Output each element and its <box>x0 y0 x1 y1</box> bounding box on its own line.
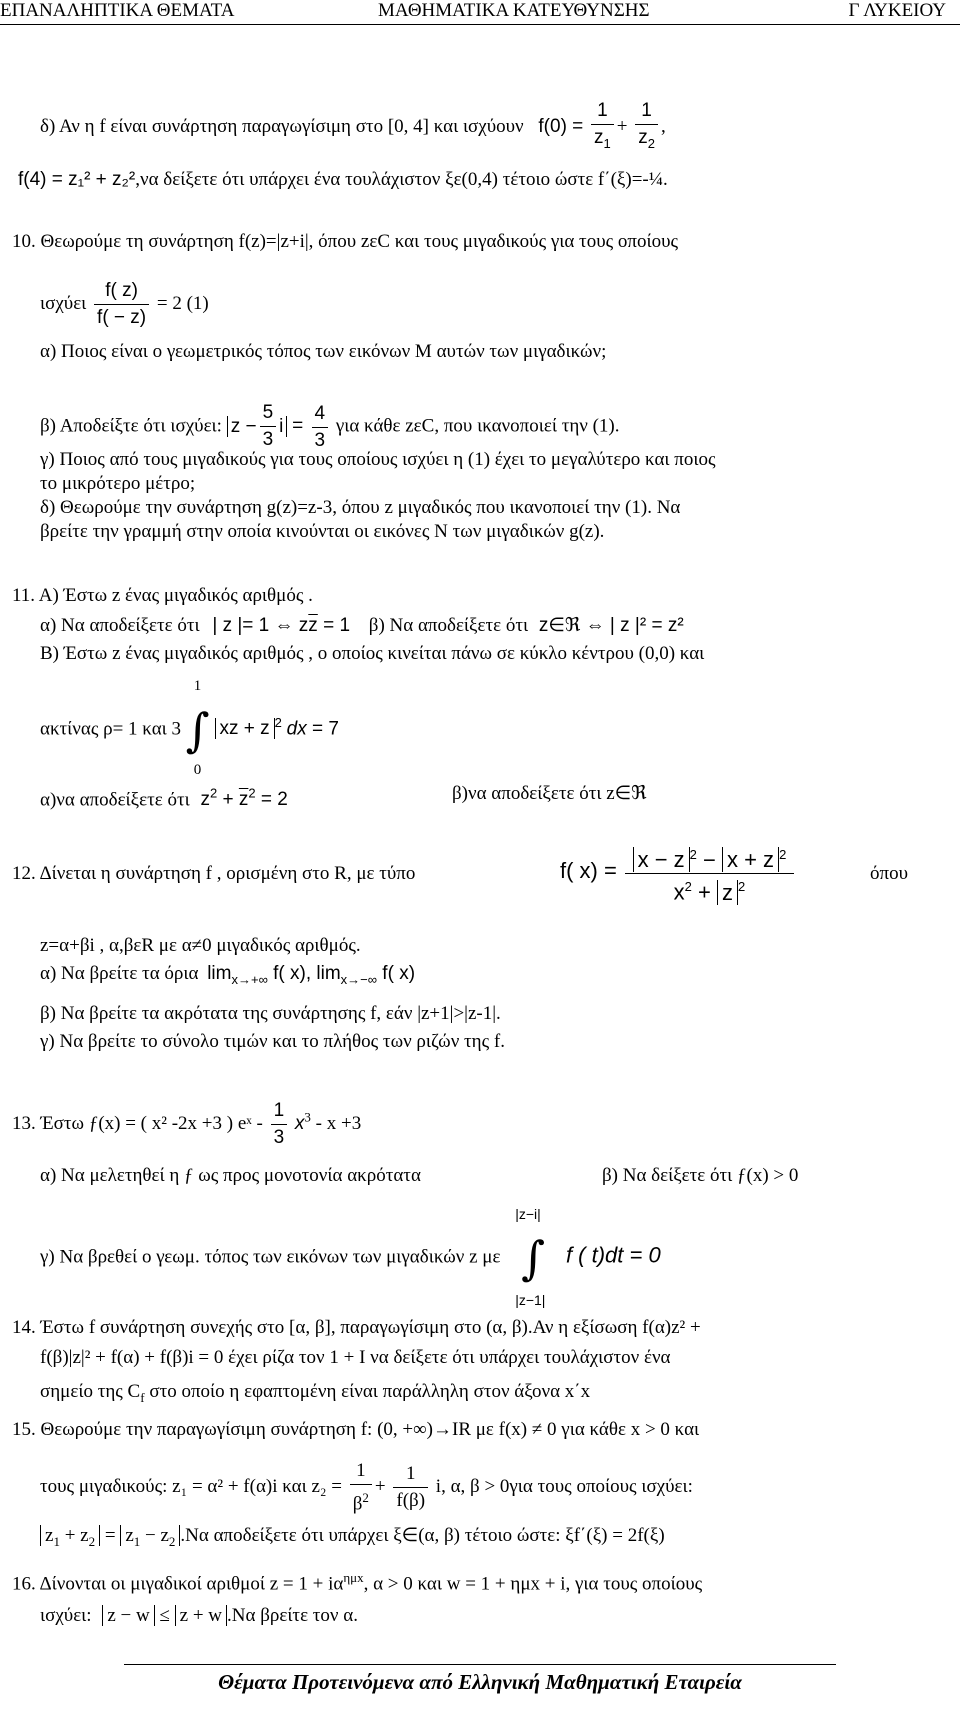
problem-15-line: 15. Θεωρούμε την παραγωγίσιμη συνάρτηση f: (0, +∞)→IR με f(x) ≠ 0 για κάθε x > 0 και <box>12 1419 700 1440</box>
problem-15-line: $z_1 + z_2 = z_1 - z_2$ .Να αποδείξετε ότι υπάρχει ξ∈(α, β) τέτοιο ώστε: ξf΄(ξ) = 2f(ξ) <box>40 1524 665 1554</box>
header-rule <box>0 24 960 25</box>
problem-10-line: ισχύει $\frac{f( z)}{f( - z)}$ = 2 (1) <box>40 280 209 328</box>
problem-14-line: 14. Έστω f συνάρτηση συνεχής στο [α, β], παραγωγίσιμη στο (α, β).Αν η εξίσωση f(α)z² + <box>12 1317 701 1338</box>
footer-rule <box>124 1664 836 1665</box>
problem-12-line: β) Να βρείτε τα ακρότατα της συνάρτησης f, εάν |z+1|>|z-1|. <box>40 1003 501 1024</box>
problem-16-line: 16. Δίνονται οι μιγαδικοί αριθμοί $z = 1 + i\alpha^{\eta\mu x}$, α > 0 και w = 1 + ημx + i, για τους οποίους <box>12 1570 703 1595</box>
page-header <box>0 0 960 22</box>
text-line: δ) Αν η f είναι συνάρτηση παραγωγίσιμη στο [0, 4] και ισχύουν f(0) = $\frac{1}{z_1}$ + $\frac{1}{z_2}$ , <box>40 100 666 151</box>
problem-12-line: όπου <box>870 863 908 884</box>
problem-13-line: α) Να μελετηθεί η ƒ ως προς μονοτονία ακρότατα β) Να δείξετε ότι ƒ(x) > 0 <box>40 1165 799 1186</box>
problem-14-line: σημείο της $C_f$ στο οποίο η εφαπτομένη είναι παράλληλη στον άξονα x΄x <box>40 1381 591 1405</box>
text-line: f(4) = z₁² + z₂²,να δείξετε ότι υπάρχει ένα τουλάχιστον ξε(0,4) τέτοιο ώστε f΄(ξ)=-¼. <box>18 169 668 190</box>
problem-11-line: ακτίνας ρ= 1 και 3 ∫ 1 0 xz + z $^2$ dx = 7 <box>40 678 339 778</box>
problem-11-line: 11. A) Έστω z ένας μιγαδικός αριθμός . <box>12 585 313 606</box>
problem-10-line: α) Ποιος είναι ο γεωμετρικός τόπος των εικόνων M αυτών των μιγαδικών; <box>40 341 607 362</box>
problem-10-line: το μικρότερο μέτρο; <box>40 473 196 494</box>
problem-15-line: τους μιγαδικούς: z₁ = α² + f(α)i και z₂ = $\frac{1}{\beta^2}$ + $\frac{1}{f(\beta)}$ i, α, β > 0για τους οποίους ισχύει: <box>40 1460 693 1515</box>
problem-13-line: γ) Να βρεθεί ο γεωμ. τόπος των εικόνων των μιγαδικών z με ∫ |z−i| |z−1| f ( t)dt = 0 <box>40 1206 661 1308</box>
problem-10-line: δ) Θεωρούμε την συνάρτηση g(z)=z-3, όπου z μιγαδικός που ικανοποιεί την (1). Να <box>40 497 681 518</box>
problem-11-line: α) Να αποδείξετε ότι | z |= 1 ⇔ $z\overline{z} = 1$ β) Να αποδείξετε ότι z∈ℜ ⇔ | z |² = z² <box>40 615 684 636</box>
problem-10-line: βρείτε την γραμμή στην οποία κινούνται οι εικόνες N των μιγαδικών g(z). <box>40 521 605 542</box>
problem-10-line: 10. Θεωρούμε τη συνάρτηση f(z)=|z+i|, όπου zεC και τους μιγαδικούς για τους οποίους <box>12 231 679 252</box>
problem-12-formula: f( x) = $\frac{x - z ^2 - x + z ^2}{x^2 + z ^2}$ <box>560 842 797 906</box>
header-left: ΕΠΑΝΑΛΗΠΤΙΚΑ ΘΕΜΑΤΑ <box>0 0 235 21</box>
problem-11-line: α)να αποδείξετε ότι $z^2 + \overline{z}^2 = 2$ β)να αποδείξετε ότι z∈ℜ <box>40 783 647 811</box>
problem-13-line: 13. Έστω ƒ(x) = ( x² -2x +3 ) eˣ - $\frac{1}{3}$ $x^3 - x +3$ <box>12 1100 362 1148</box>
problem-16-line: ισχύει: z − w ≤ z + w .Να βρείτε τον α. <box>40 1605 358 1626</box>
problem-11-line: B) Έστω z ένας μιγαδικός αριθμός , ο οποίος κινείται πάνω σε κύκλο κέντρου (0,0) και <box>40 643 705 664</box>
header-right: Γ ΛΥΚΕΙΟΥ <box>848 0 946 21</box>
problem-14-line: f(β)|z|² + f(α) + f(β)i = 0 έχει ρίζα τον 1 + I να δείξετε ότι υπάρχει τουλάχιστον ένα <box>40 1347 671 1368</box>
problem-10-line: β) Αποδείξτε ότι ισχύει: z − $\frac{5}{3}$ i = $\frac{4}{3}$ για κάθε zεC, που ικανοποιεί την (1). <box>40 402 620 451</box>
problem-12-line: γ) Να βρείτε το σύνολο τιμών και το πλήθος των ριζών της f. <box>40 1031 505 1052</box>
problem-12-line: z=α+βi , α,βεR με α≠0 μιγαδικός αριθμός. <box>40 935 361 956</box>
header-center: ΜΑΘΗΜΑΤΙΚΑ ΚΑΤΕΥΘΥΝΣΗΣ <box>378 0 650 21</box>
problem-12-line: α) Να βρείτε τα όρια $\lim_{x\to+\infty} f$( x), $\lim_{x\to-\infty} f$( x) <box>40 963 416 987</box>
problem-12-line: 12. Δίνεται η συνάρτηση f , ορισμένη στο R, με τύπο <box>12 863 416 884</box>
problem-10-line: γ) Ποιος από τους μιγαδικούς για τους οποίους ισχύει η (1) έχει το μεγαλύτερο και ποιος <box>40 449 716 470</box>
footer-text: Θέματα Προτεινόμενα από Ελληνική Μαθηματική Εταιρεία <box>218 1670 742 1694</box>
